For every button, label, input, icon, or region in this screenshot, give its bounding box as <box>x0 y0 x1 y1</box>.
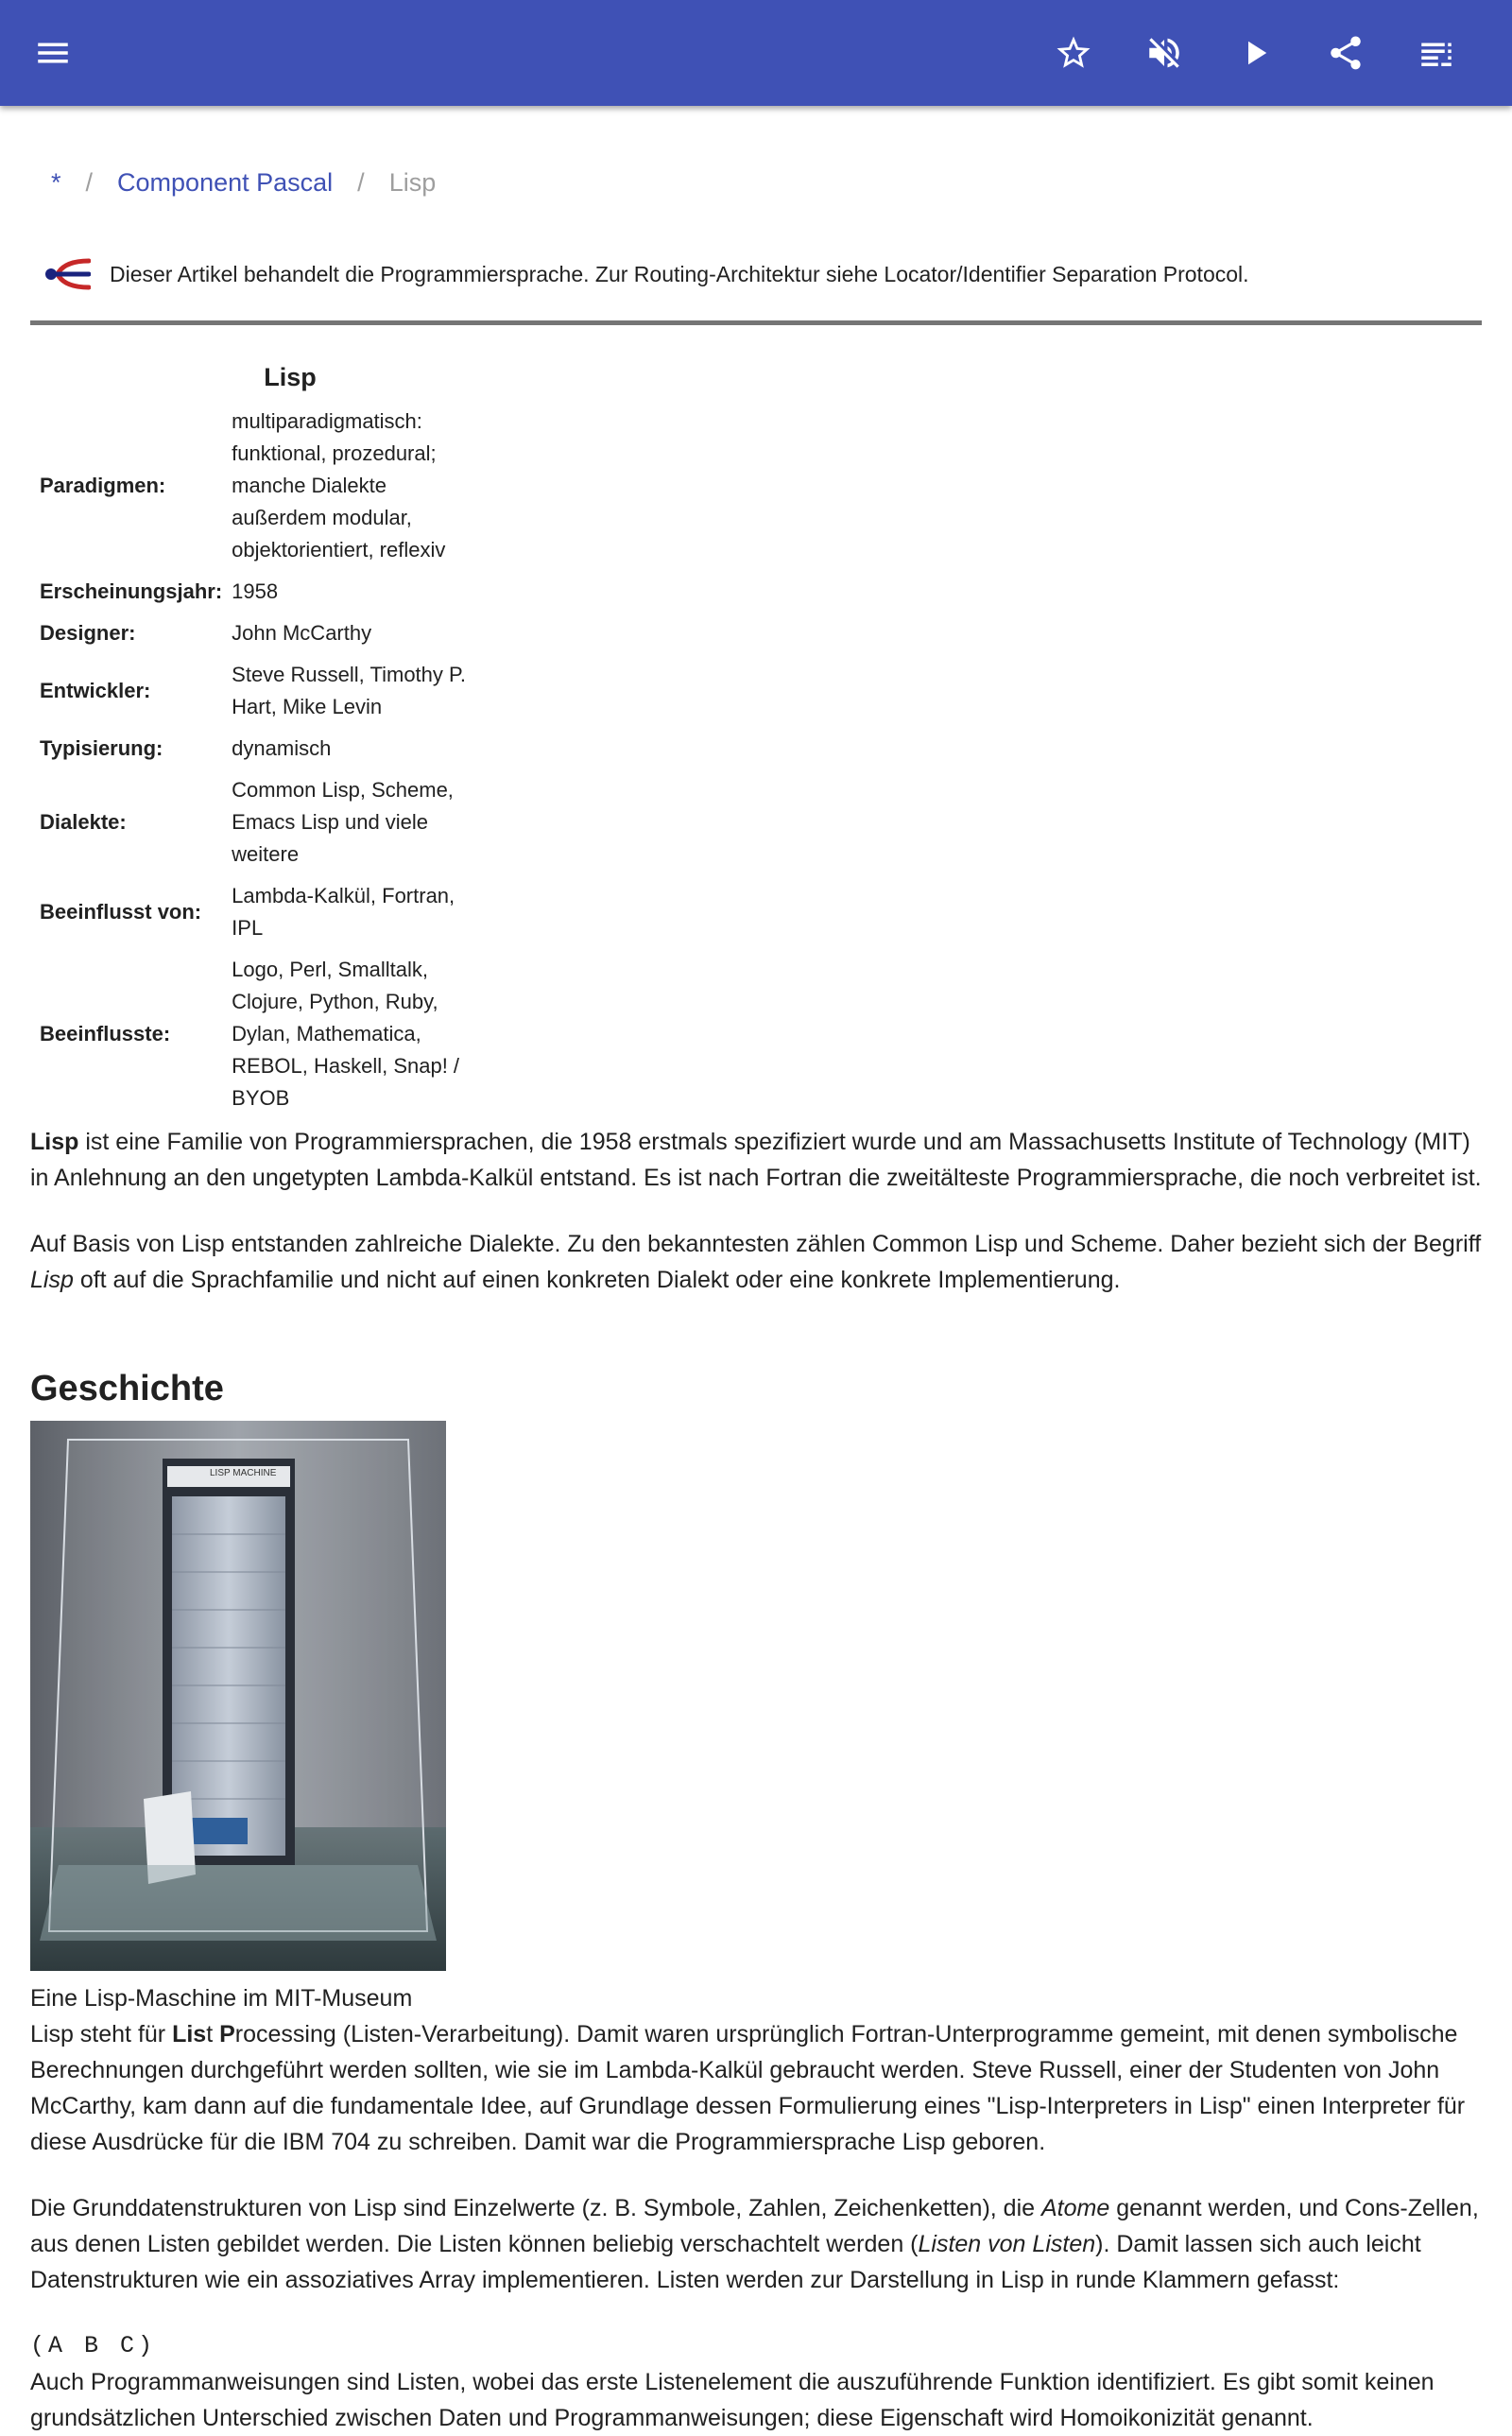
star-outline-icon <box>1054 33 1093 73</box>
photo-label: LISP MACHINE <box>210 1468 277 1478</box>
infobox-value: dynamisch <box>232 736 332 760</box>
infobox-key: Designer: <box>40 621 136 645</box>
volume-off-icon <box>1144 33 1184 73</box>
breadcrumb-current: Lisp <box>388 168 437 197</box>
intro-text: ist eine Familie von Programmiersprachen, die 1958 erstmals spezifiziert wurde und am Massachusetts Institute of Technology (MIT) in Anlehnung an den ungetypten Lambda-Kalkül entstand. Es ist nach Fortran die zweitälteste Programmiersprache, die noch verbreitet ist. <box>30 1129 1482 1191</box>
infobox-row <box>30 875 484 949</box>
infobox-value: 1958 <box>232 579 279 603</box>
menu-icon <box>33 33 73 73</box>
infobox-row <box>30 654 484 728</box>
app-toolbar <box>0 0 1512 106</box>
infobox-row <box>30 401 484 571</box>
infobox-key: Entwickler: <box>40 679 151 702</box>
history-paragraph <box>30 2016 1486 2160</box>
image-caption: Eine Lisp-Maschine im MIT-Museum <box>30 1985 413 2012</box>
paragraph-text: t <box>206 2021 220 2047</box>
infobox-key: Dialekte: <box>40 810 127 834</box>
term-italic: Atome <box>1040 2195 1110 2221</box>
play-icon <box>1235 33 1275 73</box>
favorite-button[interactable] <box>1043 23 1104 83</box>
paragraph-text: Lisp steht für <box>30 2021 173 2047</box>
infobox-title: Lisp <box>264 363 317 391</box>
breadcrumb-parent[interactable]: Component Pascal <box>117 168 334 197</box>
mute-button[interactable] <box>1134 23 1194 83</box>
play-button[interactable] <box>1225 23 1285 83</box>
program-paragraph: Auch Programmanweisungen sind Listen, wobei das erste Listenelement die auszuführende Funktion identifiziert. Es gibt somit keinen grundsätzlichen Unterschied zwischen Daten und Programmanweisungen; diese Eigenschaft wird Homoikonizität genannt. <box>30 2369 1435 2431</box>
infobox-row <box>30 769 484 875</box>
infobox-key: Paradigmen: <box>40 474 166 497</box>
share-button[interactable] <box>1315 23 1376 83</box>
intro-paragraph <box>30 1124 1486 1196</box>
infobox-key: Erscheinungsjahr: <box>40 579 223 603</box>
menu-button[interactable] <box>23 23 83 83</box>
breadcrumb <box>51 168 436 198</box>
section-heading-geschichte: Geschichte <box>30 1369 224 1408</box>
infobox-value: Logo, Perl, Smalltalk, Clojure, Python, Ruby, Dylan, Mathematica, REBOL, Haskell, Snap! / BYOB <box>232 958 460 1110</box>
playlist-icon <box>1417 33 1456 73</box>
article-intro <box>30 1124 1486 1298</box>
paragraph-text: ). Damit lassen sich auch leicht Datenstrukturen wie ein assoziatives Array implementieren. Listen werden zur Darstellung in Lisp in runde Klammern gefasst: <box>30 2231 1421 2293</box>
history-content <box>30 1980 1486 2436</box>
breadcrumb-separator: / <box>357 168 365 197</box>
code-example: (A B C) <box>30 2332 157 2359</box>
breadcrumb-separator: / <box>85 168 94 197</box>
infobox-key: Beeinflusste: <box>40 1022 171 1045</box>
term-italic: Listen von Listen <box>918 2231 1096 2257</box>
infobox-row <box>30 571 484 613</box>
section-divider <box>30 320 1482 325</box>
term-bold: P <box>219 2021 235 2047</box>
term-bold: Lis <box>172 2021 207 2047</box>
infobox-row <box>30 613 484 654</box>
infobox-value: Common Lisp, Scheme, Emacs Lisp und viele weitere <box>232 778 454 866</box>
paragraph-text: Auf Basis von Lisp entstanden zahlreiche Dialekte. Zu den bekanntesten zählen Common Lisp und Scheme. Daher bezieht sich der Begriff <box>30 1231 1482 1257</box>
infobox-key: Beeinflusst von: <box>40 900 202 924</box>
paragraph-text: oft auf die Sprachfamilie und nicht auf einen konkreten Dialekt oder eine konkrete Implementierung. <box>73 1267 1121 1293</box>
paragraph-text: rocessing (Listen-Verarbeitung). Damit waren ursprünglich Fortran-Unterprogramme gemeint, mit denen symbolische Berechnungen durchgeführt werden sollten, wie sie im Lambda-Kalkül gebraucht werden. Steve Russell, einer der Studenten von John McCarthy, kam dann auf die fundamentale Idee, auf Grundlage dessen Formulierung eines "Lisp-Interpreters in Lisp" einen Interpreter für diese Ausdrücke für die IBM 704 zu schreiben. Damit war die Programmiersprache Lisp geboren. <box>30 2021 1466 2155</box>
infobox <box>30 354 484 1119</box>
infobox-value: John McCarthy <box>232 621 372 645</box>
infobox-value: multiparadigmatisch: funktional, prozedural; manche Dialekte außerdem modular, objektorientiert, reflexiv <box>232 409 446 561</box>
table-of-contents-button[interactable] <box>1406 23 1467 83</box>
data-structures-paragraph <box>30 2190 1486 2298</box>
infobox-value: Lambda-Kalkül, Fortran, IPL <box>232 884 455 940</box>
breadcrumb-home[interactable]: * <box>51 168 61 197</box>
term-italic: Lisp <box>30 1267 74 1293</box>
disambiguation-note <box>42 255 1478 293</box>
paragraph-text: genannt werden, und Cons-Zellen, aus denen Listen gebildet werden. Die Listen können beliebig verschachtelt werden ( <box>30 2195 1479 2257</box>
infobox-row <box>30 949 484 1119</box>
infobox-row <box>30 728 484 769</box>
lisp-machine-photo[interactable] <box>30 1421 446 1971</box>
infobox-key: Typisierung: <box>40 736 163 760</box>
dialects-paragraph <box>30 1226 1486 1298</box>
infobox-value: Steve Russell, Timothy P. Hart, Mike Levin <box>232 663 466 718</box>
paragraph-text: Die Grunddatenstrukturen von Lisp sind Einzelwerte (z. B. Symbole, Zahlen, Zeichenketten), die <box>30 2195 1041 2221</box>
term-bold: Lisp <box>30 1129 79 1155</box>
infobox-table <box>30 401 484 1119</box>
hatnote-text: Dieser Artikel behandelt die Programmiersprache. Zur Routing-Architektur siehe Locator/Identifier Separation Protocol. <box>110 261 1249 286</box>
share-icon <box>1326 33 1366 73</box>
disambiguation-icon <box>42 255 91 293</box>
lisp-machine-image <box>30 1421 446 1971</box>
